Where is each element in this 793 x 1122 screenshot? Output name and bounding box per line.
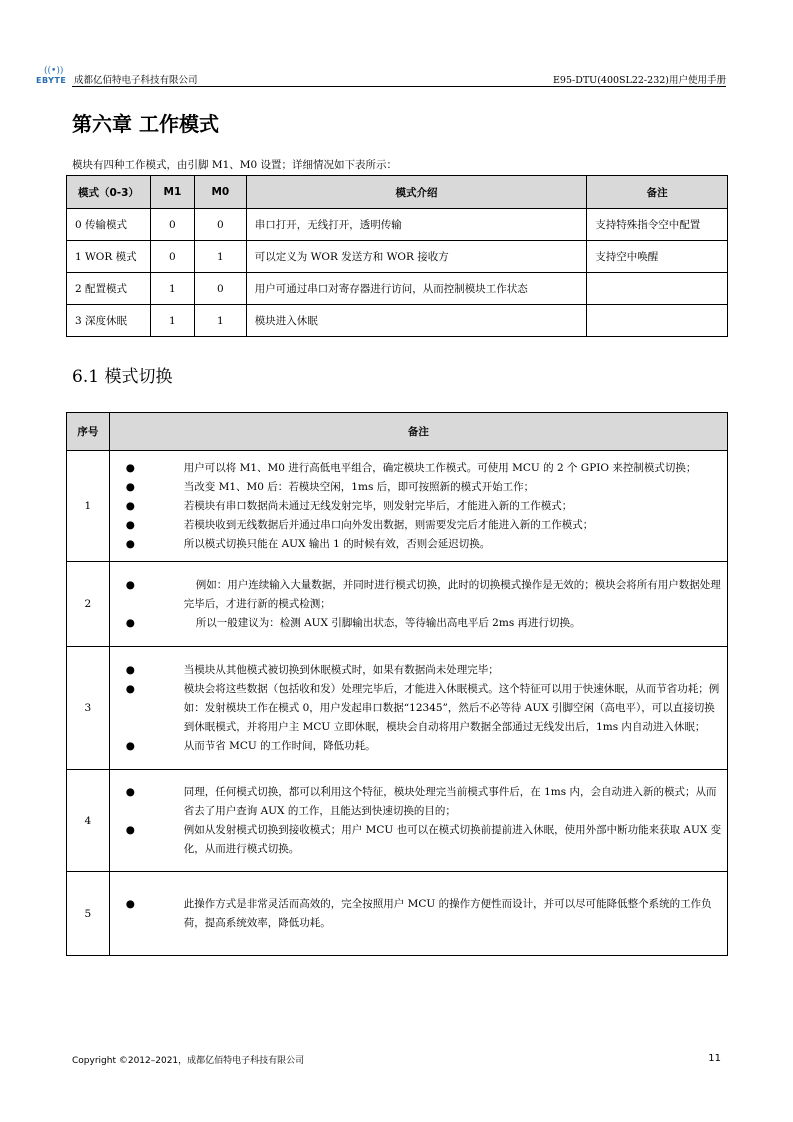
list-item-text: 当改变 M1、M0 后：若模块空闲，1ms 后，即可按照新的模式开始工作； [183, 480, 535, 493]
list-item-text: 若模块收到无线数据后并通过串口向外发出数据，则需要发完后才能进入新的工作模式； [183, 518, 594, 531]
row-notes [109, 872, 727, 956]
row-number: 5 [67, 872, 110, 956]
list-item-text: 当模块从其他模式被切换到休眠模式时，如果有数据尚未处理完毕； [183, 663, 499, 676]
table-row [67, 305, 728, 337]
header-company: 成都亿佰特电子科技有限公司 [74, 75, 198, 86]
list-item-text: 模块会将这些数据（包括收和发）处理完毕后，才能进入休眠模式。这个特征可以用于快速休眠，从而节省功耗；例如：发射模块工作在模式 0，用户发起串口数据“12345”，然后不必等待 AUX 引脚空闲（高电平），可以直接切换到休眠模式，并将用户主 MCU 立即休眠，模块会自动将用户数据全部通过无线发出后，1ms 内自动进入休眠； [183, 682, 720, 733]
table-row [67, 451, 728, 562]
mode-m1: 1 [150, 305, 194, 337]
row-notes [109, 562, 727, 647]
list-item-text: 所以模式切换只能在 AUX 输出 1 的时候有效，否则会延迟切换。 [183, 537, 491, 550]
chapter-title: 第六章 工作模式 [72, 112, 219, 136]
row-notes [109, 770, 727, 872]
list-item [120, 478, 723, 497]
list-item [120, 497, 723, 516]
table-row [67, 273, 728, 305]
mode-name: 3 深度休眠 [67, 305, 151, 337]
mode-desc: 可以定义为 WOR 发送方和 WOR 接收方 [246, 241, 586, 273]
row-number: 4 [67, 770, 110, 872]
bullet-icon: ● [125, 616, 135, 629]
mode-m0: 0 [194, 209, 246, 241]
mode-m0: 1 [194, 241, 246, 273]
mode-desc: 串口打开，无线打开，透明传输 [246, 209, 586, 241]
table-row [67, 562, 728, 647]
list-item-text: 例如从发射模式切换到接收模式；用户 MCU 也可以在模式切换前提前进入休眠，使用外部中断功能来获取 AUX 变化，从而进行模式切换。 [183, 823, 722, 855]
list-item-text: 若模块有串口数据尚未通过无线发射完毕，则发射完毕后，才能进入新的工作模式； [183, 499, 573, 512]
bullet-icon: ● [125, 518, 135, 531]
list-item [120, 895, 723, 933]
signal-icon: ((•)) [44, 66, 64, 76]
bullet-icon: ● [125, 897, 135, 910]
header-divider [72, 86, 726, 87]
bullet-icon: ● [125, 785, 135, 798]
mode-note: 支持特殊指令空中配置 [587, 209, 728, 241]
switch-header-cell: 序号 [67, 413, 110, 451]
bullet-icon: ● [125, 663, 135, 676]
mode-m0: 1 [194, 305, 246, 337]
list-item [120, 661, 723, 680]
list-item [120, 576, 723, 614]
list-item [120, 737, 723, 756]
list-item-text: 同理，任何模式切换，都可以利用这个特征，模块处理完当前模式事件后，在 1ms 内，会自动进入新的模式；从而省去了用户查询 AUX 的工作，且能达到快速切换的目的； [183, 785, 717, 817]
list-item-text: 从而节省 MCU 的工作时间，降低功耗。 [183, 739, 376, 752]
mode-m1: 0 [150, 241, 194, 273]
section-title: 6.1 模式切换 [72, 367, 173, 387]
modes-header-cell: M0 [194, 176, 246, 209]
header-doc-title: E95-DTU(400SL22-232)用户使用手册 [553, 75, 726, 86]
modes-table [66, 175, 728, 337]
bullet-icon: ● [125, 499, 135, 512]
mode-m1: 1 [150, 273, 194, 305]
switch-header-cell: 备注 [109, 413, 727, 451]
bullet-icon: ● [125, 461, 135, 474]
mode-note [587, 305, 728, 337]
intro-text: 模块有四种工作模式，由引脚 M1、M0 设置；详细情况如下表所示： [72, 159, 398, 171]
list-item [120, 614, 723, 633]
list-item-text: 所以一般建议为：检测 AUX 引脚输出状态，等待输出高电平后 2ms 再进行切换。 [195, 616, 581, 629]
page-header [36, 66, 726, 86]
bullet-icon: ● [125, 480, 135, 493]
row-notes [109, 647, 727, 770]
mode-switch-table [66, 412, 728, 956]
mode-desc: 用户可通过串口对寄存器进行访问，从而控制模块工作状态 [246, 273, 586, 305]
list-item [120, 821, 723, 859]
mode-m0: 0 [194, 273, 246, 305]
table-row [67, 209, 728, 241]
bullet-icon: ● [125, 823, 135, 836]
bullet-icon: ● [125, 537, 135, 550]
table-row [67, 647, 728, 770]
table-row [67, 241, 728, 273]
mode-name: 0 传输模式 [67, 209, 151, 241]
bullet-icon: ● [125, 739, 135, 752]
list-item [120, 535, 723, 554]
bullet-icon: ● [125, 578, 135, 591]
list-item [120, 516, 723, 535]
list-item [120, 680, 723, 737]
page-number: 11 [708, 1053, 721, 1064]
mode-name: 2 配置模式 [67, 273, 151, 305]
modes-header-row [67, 176, 728, 209]
list-item [120, 783, 723, 821]
footer-copyright: Copyright ©2012–2021，成都亿佰特电子科技有限公司 [72, 1056, 305, 1066]
ebyte-logo [36, 66, 70, 86]
bullet-icon: ● [125, 682, 135, 695]
mode-name: 1 WOR 模式 [67, 241, 151, 273]
row-notes [109, 451, 727, 562]
table-row [67, 770, 728, 872]
switch-header-row [67, 413, 728, 451]
list-item-text: 例如：用户连续输入大量数据，并同时进行模式切换，此时的切换模式操作是无效的；模块会将所有用户数据处理完毕后，才进行新的模式检测； [183, 578, 721, 610]
modes-header-cell: 模式介绍 [246, 176, 586, 209]
row-number: 3 [67, 647, 110, 770]
list-item-text: 用户可以将 M1、M0 进行高低电平组合，确定模块工作模式。可使用 MCU 的 2 个 GPIO 来控制模式切换； [183, 461, 697, 474]
table-row [67, 872, 728, 956]
mode-desc: 模块进入休眠 [246, 305, 586, 337]
mode-m1: 0 [150, 209, 194, 241]
modes-header-cell: 备注 [587, 176, 728, 209]
row-number: 1 [67, 451, 110, 562]
mode-note [587, 273, 728, 305]
row-number: 2 [67, 562, 110, 647]
list-item-text: 此操作方式是非常灵活而高效的，完全按照用户 MCU 的操作方便性而设计，并可以尽可能降低整个系统的工作负荷，提高系统效率，降低功耗。 [183, 897, 712, 929]
mode-note: 支持空中唤醒 [587, 241, 728, 273]
list-item [120, 459, 723, 478]
modes-header-cell: M1 [150, 176, 194, 209]
logo-text: EBYTE [36, 76, 67, 85]
modes-header-cell: 模式（0-3） [67, 176, 151, 209]
